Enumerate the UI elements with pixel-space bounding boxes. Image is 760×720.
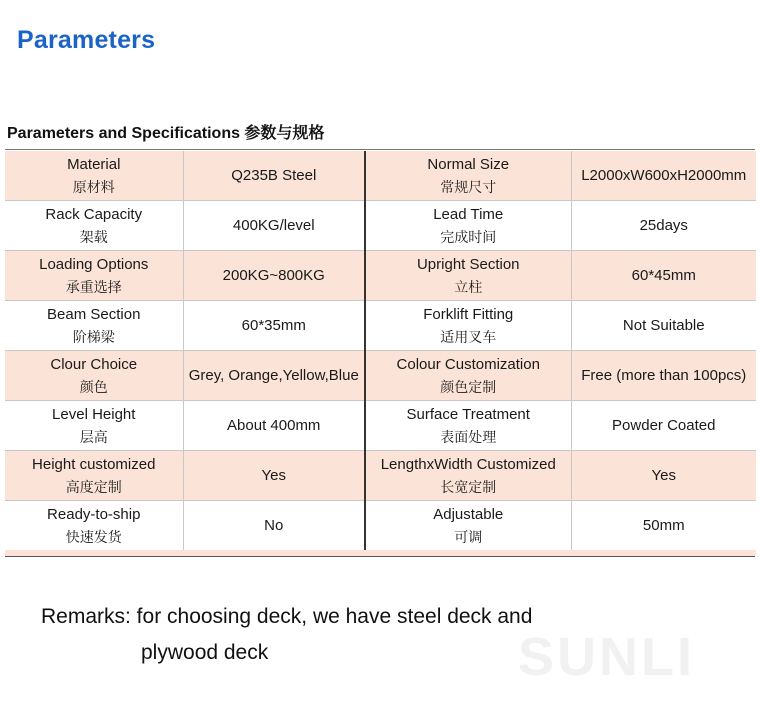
param-label-cell: [5, 351, 183, 401]
param-label-cell: [365, 301, 571, 351]
param-label-cn: 快速发货: [65, 528, 122, 545]
param-label-cn: 适用叉车: [440, 328, 497, 345]
param-value: 200KG~800KG: [183, 251, 365, 301]
param-label: Loading Options: [39, 255, 149, 273]
param-value: Free (more than 100pcs): [571, 351, 756, 401]
param-label-cell: [5, 401, 183, 451]
param-value: 400KG/level: [183, 201, 365, 251]
param-label: Upright Section: [416, 255, 520, 273]
param-value: Not Suitable: [571, 301, 756, 351]
param-label-cell: [5, 451, 183, 501]
param-label-cell: [365, 151, 571, 201]
spec-table: [5, 151, 756, 556]
param-label: Adjustable: [433, 505, 504, 523]
table-row: [5, 201, 756, 251]
param-label-cell: [5, 301, 183, 351]
param-label: Colour Customization: [396, 355, 540, 373]
param-value: No: [183, 501, 365, 554]
param-label: Lead Time: [433, 205, 504, 223]
param-value: 50mm: [571, 501, 756, 554]
param-label-cell: [365, 201, 571, 251]
param-label: Surface Treatment: [406, 405, 530, 423]
param-label-cn: 立柱: [454, 278, 483, 295]
param-label-cn: 表面处理: [440, 428, 497, 445]
table-row: [5, 301, 756, 351]
param-value: Yes: [571, 451, 756, 501]
param-label-cn: 常规尺寸: [440, 178, 497, 195]
param-label: Forklift Fitting: [423, 305, 514, 323]
table-row: [5, 351, 756, 401]
param-label-cn: 层高: [79, 428, 108, 445]
param-value: 25days: [571, 201, 756, 251]
param-value: About 400mm: [183, 401, 365, 451]
remarks-line-2: plywood deck: [141, 641, 269, 664]
param-label: Beam Section: [47, 305, 141, 323]
param-label: Ready-to-ship: [47, 505, 141, 523]
param-label-cn: 颜色定制: [440, 378, 497, 395]
param-value: 60*35mm: [183, 301, 365, 351]
param-label-cn: 架载: [79, 228, 108, 245]
param-label: Rack Capacity: [45, 205, 143, 223]
param-value: Q235B Steel: [183, 151, 365, 201]
param-label-cn: 承重选择: [65, 278, 122, 295]
param-label-cell: [365, 351, 571, 401]
param-label-cell: [5, 151, 183, 201]
param-label-cn: 颜色: [79, 378, 108, 395]
table-row: [5, 251, 756, 301]
param-label: Height customized: [32, 455, 156, 473]
table-row: [5, 151, 756, 201]
table-row: [5, 501, 756, 554]
param-label-cell: [365, 251, 571, 301]
param-value: Powder Coated: [571, 401, 756, 451]
param-label-cn: 高度定制: [65, 478, 122, 495]
table-row: [5, 451, 756, 501]
param-label: Material: [67, 155, 121, 173]
param-label-cell: [365, 501, 571, 554]
spec-table-title: Parameters and Specifications 参数与规格: [7, 125, 325, 142]
param-value: Grey, Orange,Yellow,Blue: [183, 351, 365, 401]
param-label-cell: [5, 251, 183, 301]
remarks-text: [41, 599, 532, 671]
param-label-cell: [365, 401, 571, 451]
table-row: [5, 401, 756, 451]
param-label-cn: 长宽定制: [440, 478, 497, 495]
brand-watermark: SUNLI: [518, 627, 695, 687]
param-value: L2000xW600xH2000mm: [571, 151, 756, 201]
param-label: LengthxWidth Customized: [380, 455, 556, 473]
table-bottom-rule: [5, 556, 755, 557]
param-label-cn: 完成时间: [440, 228, 497, 245]
param-label-cell: [5, 201, 183, 251]
param-label-cn: 原材料: [72, 178, 115, 195]
param-label: Clour Choice: [50, 355, 138, 373]
param-label: Normal Size: [427, 155, 510, 173]
param-value: 60*45mm: [571, 251, 756, 301]
param-value: Yes: [183, 451, 365, 501]
remarks-line-1: Remarks: for choosing deck, we have steel deck and: [41, 605, 533, 628]
param-label-cn: 阶梯梁: [72, 328, 115, 345]
param-label: Level Height: [52, 405, 136, 423]
page-heading: Parameters: [17, 26, 156, 54]
param-label-cn: 可调: [454, 528, 483, 545]
table-top-rule: [5, 149, 755, 150]
param-label-cell: [5, 501, 183, 554]
param-label-cell: [365, 451, 571, 501]
